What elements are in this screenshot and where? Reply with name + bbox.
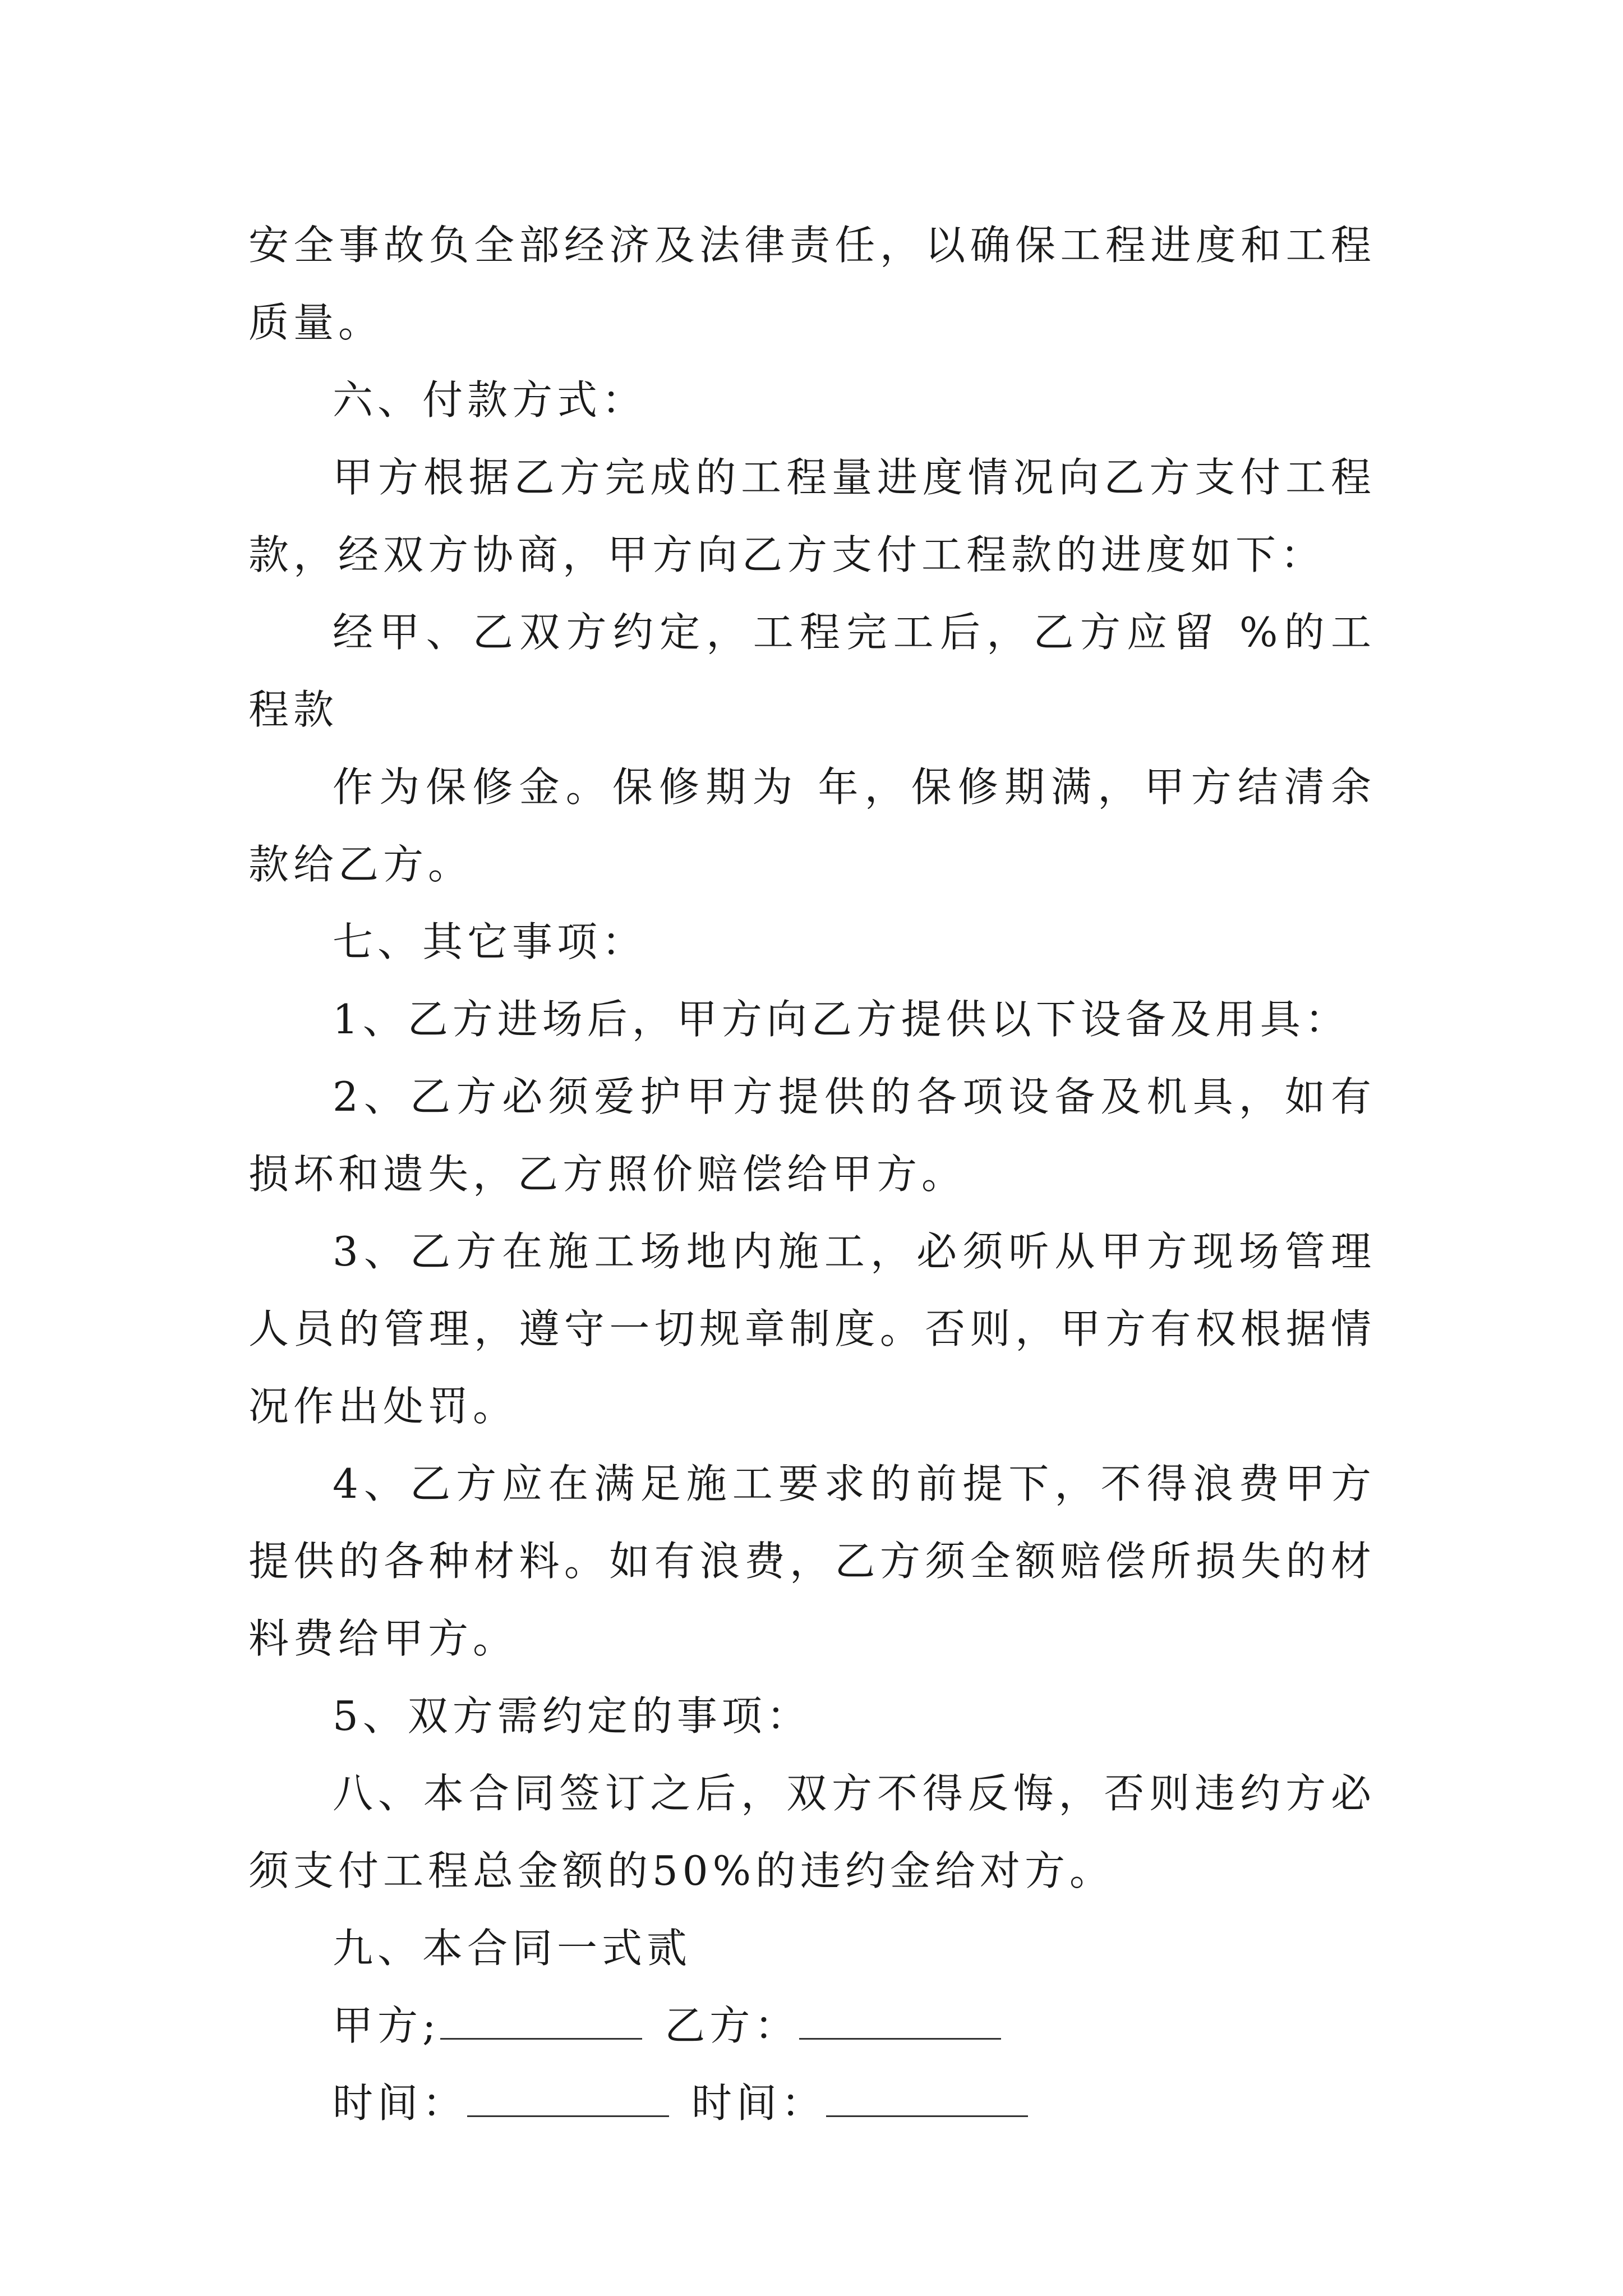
clause-8-breach: 八、本合同签订之后，双方不得反悔，否则违约方必须支付工程总金额的50%的违约金给对方。 [248,1770,1376,1894]
item-3-management: 3、乙方在施工场地内施工，必须听从甲方现场管理人员的管理，遵守一切规章制度。否则，甲方有权根据情况作出处罚。 [248,1228,1376,1430]
paragraph-warranty: 作为保修金。保修期为 年，保修期满，甲方结清余款给乙方。 [248,763,1376,888]
party-a-label: 甲方; [333,2002,441,2049]
paragraph-retention: 经甲、乙双方约定，工程完工后，乙方应留 %的工程款 [248,609,1376,733]
time-b-label: 时间： [691,2079,827,2127]
heading-payment: 六、付款方式： [333,376,647,424]
signature-row-parties [248,1987,1376,2064]
signature-row-dates [248,2064,1376,2142]
item-2-care: 2、乙方必须爱护甲方提供的各项设备及机具，如有损坏和遗失，乙方照价赔偿给甲方。 [248,1073,1376,1198]
paragraph-safety: 安全事故负全部经济及法律责任，以确保工程进度和工程质量。 [248,222,1376,346]
time-a-label: 时间： [333,2079,468,2127]
paragraph-payment-progress: 甲方根据乙方完成的工程量进度情况向乙方支付工程款，经双方协商，甲方向乙方支付工程款的进度如下： [248,454,1376,578]
item-4-materials: 4、乙方应在满足施工要求的前提下，不得浪费甲方提供的各种材料。如有浪费，乙方须全额赔偿所损失的材料费给甲方。 [248,1460,1376,1662]
time-b-line[interactable] [826,2093,1028,2117]
clause-9-copies: 九、本合同一式贰 [333,1925,692,1972]
item-1-equipment: 1、乙方进场后，甲方向乙方提供以下设备及用具： [333,996,1350,1043]
party-a-signature-line[interactable] [440,2016,642,2040]
heading-other-matters: 七、其它事项： [333,918,647,965]
party-b-signature-line[interactable] [799,2016,1001,2040]
party-b-label: 乙方： [665,2002,800,2049]
item-5-agreed-matters: 5、双方需约定的事项： [333,1692,811,1740]
time-a-line[interactable] [467,2093,669,2117]
contract-body [248,206,1376,2142]
